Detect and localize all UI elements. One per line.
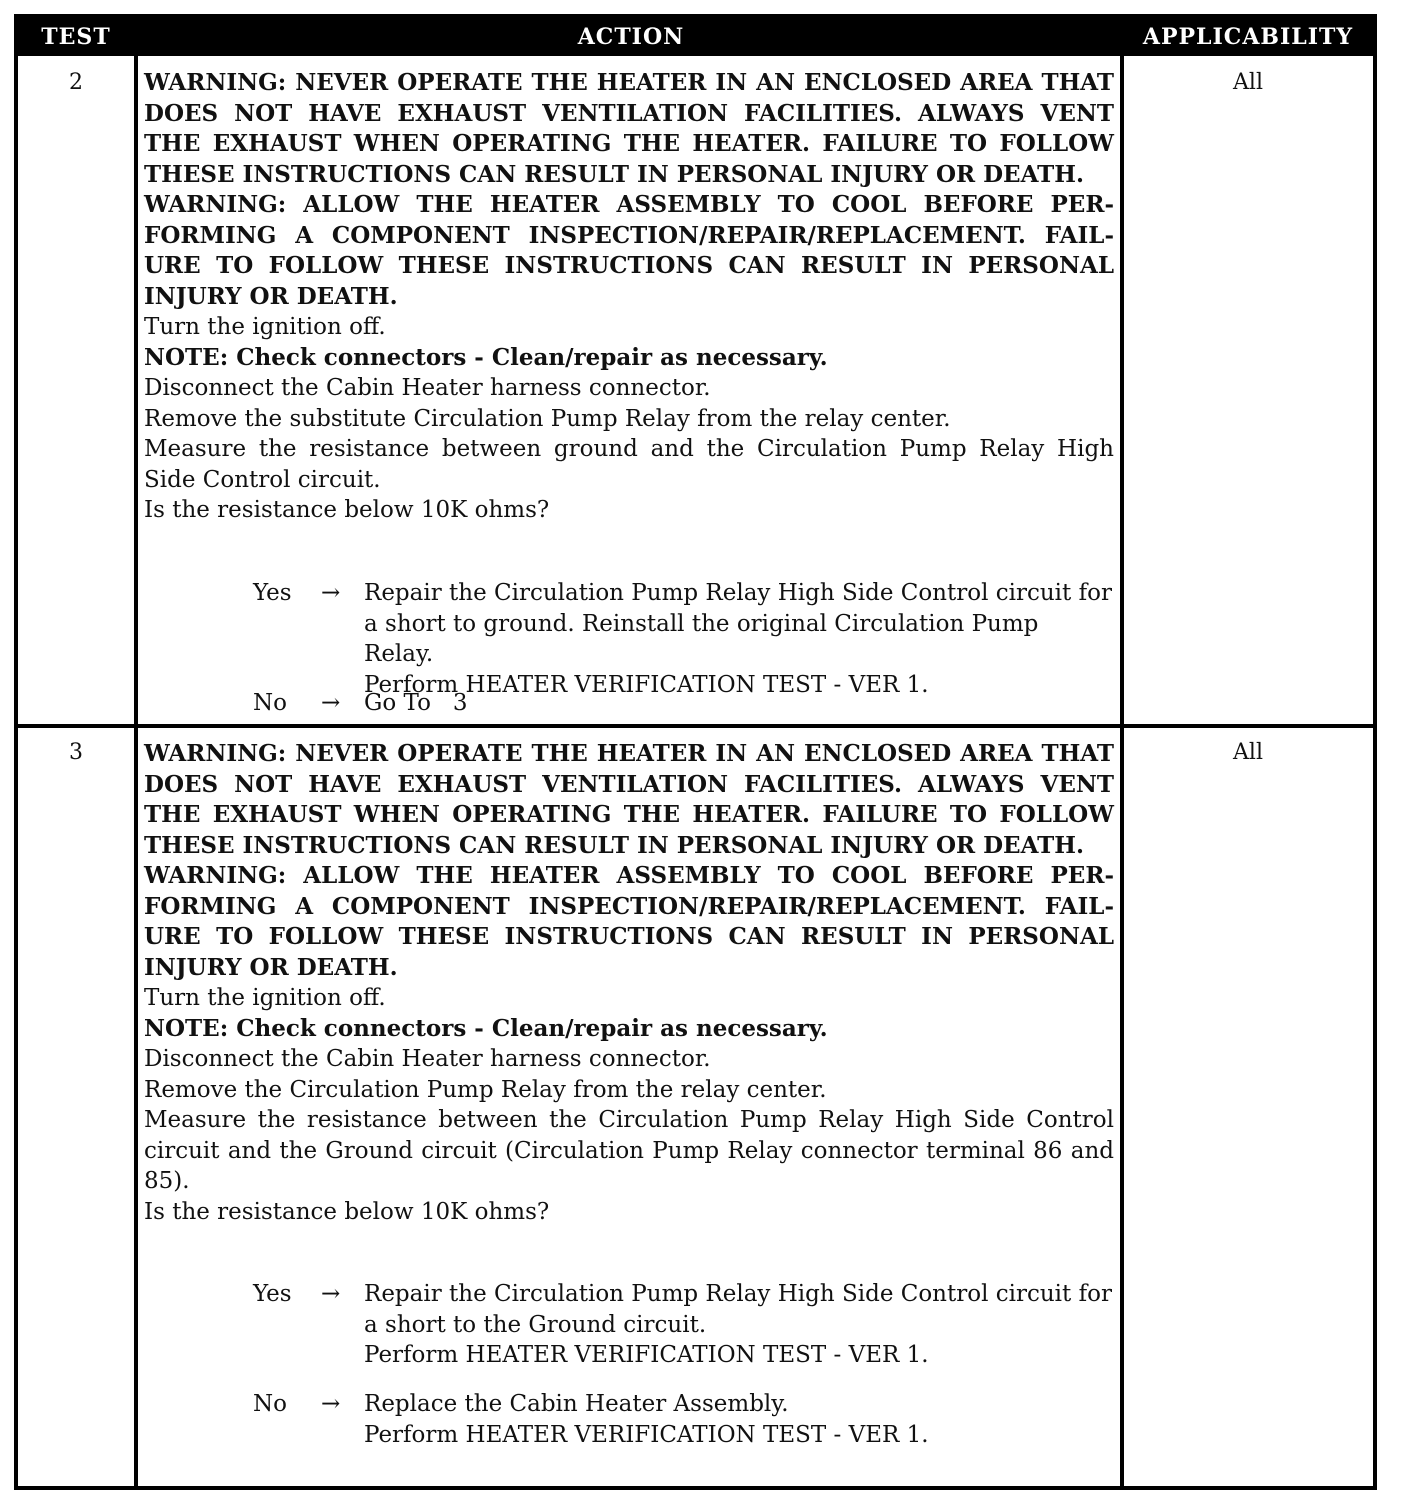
no-instructions — [364, 688, 1114, 719]
arrow-right-icon: → — [321, 580, 341, 606]
yes-line: a short to ground. Reinstall the original Circulation Pump Relay. — [364, 610, 1039, 667]
yes-line: Repair the Circulation Pump Relay High Side Control circuit for — [364, 1281, 1112, 1307]
no-line: Perform HEATER VERIFICATION TEST - VER 1. — [364, 1421, 929, 1448]
arrow-right-icon: → — [321, 1391, 341, 1417]
step-text: Remove the Circulation Pump Relay from the relay center. — [144, 1076, 827, 1103]
yes-label: Yes — [253, 1281, 292, 1307]
yes-line: Perform HEATER VERIFICATION TEST - VER 1. — [364, 671, 929, 698]
arrow-right-icon: → — [321, 690, 341, 716]
no-label: No — [253, 1391, 287, 1417]
cool-down-warning: WARNING: ALLOW THE HEATER ASSEMBLY TO COOL BEFORE PER-FORMING A COMPONENT INSPECTION/REPAIR/REPLACEMENT. FAIL-URE TO FOLLOW THESE INSTRUCTIONS CAN RESULT IN PERSONAL INJURY OR DEATH. — [144, 191, 1114, 310]
diagnostic-table — [14, 14, 1377, 1490]
no-label: No — [253, 690, 287, 716]
row-divider — [18, 724, 1373, 728]
step-text: Turn the ignition off. — [144, 985, 386, 1011]
note-text: NOTE: Check connectors - Clean/repair as necessary. — [144, 1014, 828, 1042]
step-text: Disconnect the Cabin Heater harness connector. — [144, 375, 711, 401]
yes-line: Perform HEATER VERIFICATION TEST - VER 1. — [364, 1342, 929, 1368]
step-text: Remove the substitute Circulation Pump Relay from the relay center. — [144, 405, 951, 432]
action-cell — [144, 739, 1114, 1227]
step-text: Measure the resistance between the Circulation Pump Relay High Side Control circuit and the Ground circuit (Circulation Pump Relay connector terminal 86 and 85). — [144, 1107, 1114, 1194]
header-action: ACTION — [577, 24, 685, 50]
header-test: TEST — [41, 24, 111, 50]
column-divider — [134, 18, 138, 1486]
action-cell — [144, 68, 1114, 526]
test-number: 3 — [69, 740, 83, 765]
yes-instructions — [364, 578, 1114, 700]
question-text: Is the resistance below 10K ohms? — [144, 1198, 550, 1225]
yes-instructions — [364, 1279, 1114, 1371]
no-line: Go To 3 — [364, 690, 468, 716]
no-line: Replace the Cabin Heater Assembly. — [364, 1391, 789, 1417]
applicability-value: All — [1233, 70, 1263, 95]
step-text: Turn the ignition off. — [144, 314, 386, 340]
cool-down-warning: WARNING: ALLOW THE HEATER ASSEMBLY TO COOL BEFORE PER-FORMING A COMPONENT INSPECTION/REPAIR/REPLACEMENT. FAIL-URE TO FOLLOW THESE INSTRUCTIONS CAN RESULT IN PERSONAL INJURY OR DEATH. — [144, 862, 1114, 981]
ventilation-warning: WARNING: NEVER OPERATE THE HEATER IN AN ENCLOSED AREA THAT DOES NOT HAVE EXHAUST VENTILATION FACILITIES. ALWAYS VENT THE EXHAUST WHEN OPERATING THE HEATER. FAILURE TO FOLLOW THESE INSTRUCTIONS CAN RESULT IN PERSONAL INJURY OR DEATH. — [144, 69, 1114, 188]
arrow-right-icon: → — [321, 1281, 341, 1307]
note-text: NOTE: Check connectors - Clean/repair as necessary. — [144, 343, 828, 371]
yes-label: Yes — [253, 580, 292, 606]
applicability-value: All — [1233, 740, 1263, 765]
question-text: Is the resistance below 10K ohms? — [144, 497, 550, 523]
ventilation-warning: WARNING: NEVER OPERATE THE HEATER IN AN ENCLOSED AREA THAT DOES NOT HAVE EXHAUST VENTILATION FACILITIES. ALWAYS VENT THE EXHAUST WHEN OPERATING THE HEATER. FAILURE TO FOLLOW THESE INSTRUCTIONS CAN RESULT IN PERSONAL INJURY OR DEATH. — [144, 740, 1114, 859]
step-text: Disconnect the Cabin Heater harness connector. — [144, 1046, 711, 1072]
yes-line: Repair the Circulation Pump Relay High Side Control circuit for — [364, 580, 1112, 606]
test-number: 2 — [69, 70, 83, 95]
header-applicability: APPLICABILITY — [1142, 24, 1354, 50]
yes-line: a short to the Ground circuit. — [364, 1311, 707, 1338]
step-text: Measure the resistance between ground and the Circulation Pump Relay High Side Control circuit. — [144, 436, 1114, 493]
no-instructions — [364, 1389, 1114, 1450]
table-header — [18, 18, 1373, 56]
